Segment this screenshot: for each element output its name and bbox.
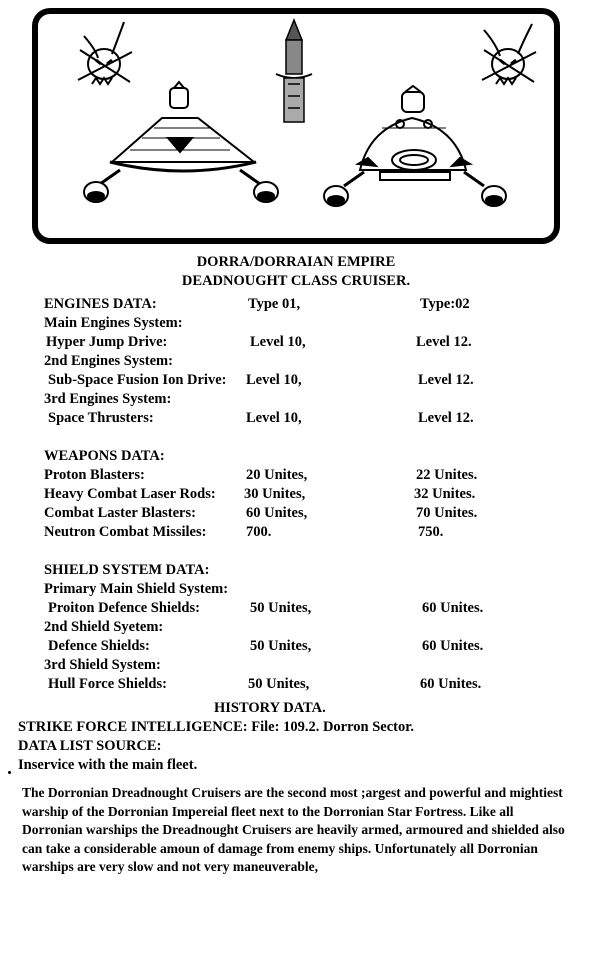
space-thrusters-label: Space Thrusters: <box>48 410 154 426</box>
bullet-dot <box>8 771 11 774</box>
data-list-source: DATA LIST SOURCE: <box>18 738 162 754</box>
laser-rods-label: Heavy Combat Laser Rods: <box>44 486 216 502</box>
engines-heading: ENGINES DATA: <box>44 296 157 312</box>
second-engines-system: 2nd Engines System: <box>44 353 173 369</box>
proiton-shields-type2: 60 Unites. <box>422 600 484 616</box>
cruiser-top-view <box>84 82 278 202</box>
hyper-jump-type2: Level 12. <box>416 334 472 350</box>
primary-shield-system: Primary Main Shield System: <box>44 581 229 597</box>
subspace-drive-type1: Level 10, <box>246 372 302 388</box>
hull-shields-type1: 50 Unites, <box>248 676 310 692</box>
proiton-shields-type1: 50 Unites, <box>250 600 312 616</box>
space-thrusters-type2: Level 12. <box>418 410 474 426</box>
cruiser-bottom-view <box>324 86 506 206</box>
laster-blasters-label: Combat Laster Blasters: <box>44 505 196 521</box>
empire-title: DORRA/DORRAIAN EMPIRE <box>196 254 396 270</box>
hyper-jump-type1: Level 10, <box>250 334 306 350</box>
dagger-totem-center <box>276 20 312 122</box>
neutron-missiles-type2: 750. <box>418 524 444 540</box>
proton-blasters-type1: 20 Unites, <box>246 467 308 483</box>
history-paragraph: The Dorronian Dreadnought Cruisers are the second most ;argest and powerful and mightiest warship of the Dorronian Impereial fleet next to the Dorronian Star Fortress. Like all Dorronian warships the Dreadnought Cruisers are heavily armed, armoured and shielded also can take a considerable amoun of damage from enemy ships. Unfortunately all Dorronian warships are very slow and not very maneuverable, <box>22 785 565 875</box>
ship-illustrations <box>0 0 592 250</box>
service-status: Inservice with the main fleet. <box>18 757 198 773</box>
defence-shields-type1: 50 Unites, <box>250 638 312 654</box>
horned-skull-emblem-left <box>78 22 132 84</box>
laster-blasters-type2: 70 Unites. <box>416 505 478 521</box>
hull-shields-type2: 60 Unites. <box>420 676 482 692</box>
neutron-missiles-label: Neutron Combat Missiles: <box>44 524 207 540</box>
subspace-drive-label: Sub-Space Fusion Ion Drive: <box>48 372 227 388</box>
horned-skull-emblem-right <box>482 24 536 84</box>
shield-heading: SHIELD SYSTEM DATA: <box>44 562 210 578</box>
space-thrusters-type1: Level 10, <box>246 410 302 426</box>
neutron-missiles-type1: 700. <box>246 524 272 540</box>
type1-header: Type 01, <box>248 296 301 312</box>
main-engines-system: Main Engines System: <box>44 315 183 331</box>
third-shield-system: 3rd Shield System: <box>44 657 161 673</box>
proton-blasters-type2: 22 Unites. <box>416 467 478 483</box>
proton-blasters-label: Proton Blasters: <box>44 467 145 483</box>
laster-blasters-type1: 60 Unites, <box>246 505 308 521</box>
hull-shields-label: Hull Force Shields: <box>48 676 167 692</box>
laser-rods-type1: 30 Unites, <box>244 486 306 502</box>
history-heading: HISTORY DATA. <box>214 700 326 716</box>
defence-shields-label: Defence Shields: <box>48 638 150 654</box>
hyper-jump-label: Hyper Jump Drive: <box>46 334 168 350</box>
class-title: DEADNOUGHT CLASS CRUISER. <box>181 273 411 289</box>
third-engines-system: 3rd Engines System: <box>44 391 172 407</box>
weapons-heading: WEAPONS DATA: <box>44 448 165 464</box>
proiton-shields-label: Proiton Defence Shields: <box>48 600 200 616</box>
second-shield-system: 2nd Shield Syetem: <box>44 619 164 635</box>
subspace-drive-type2: Level 12. <box>418 372 474 388</box>
laser-rods-type2: 32 Unites. <box>414 486 476 502</box>
type2-header: Type:02 <box>420 296 470 312</box>
defence-shields-type2: 60 Unites. <box>422 638 484 654</box>
intel-file-line: STRIKE FORCE INTELLIGENCE: File: 109.2. Dorron Sector. <box>18 719 414 735</box>
